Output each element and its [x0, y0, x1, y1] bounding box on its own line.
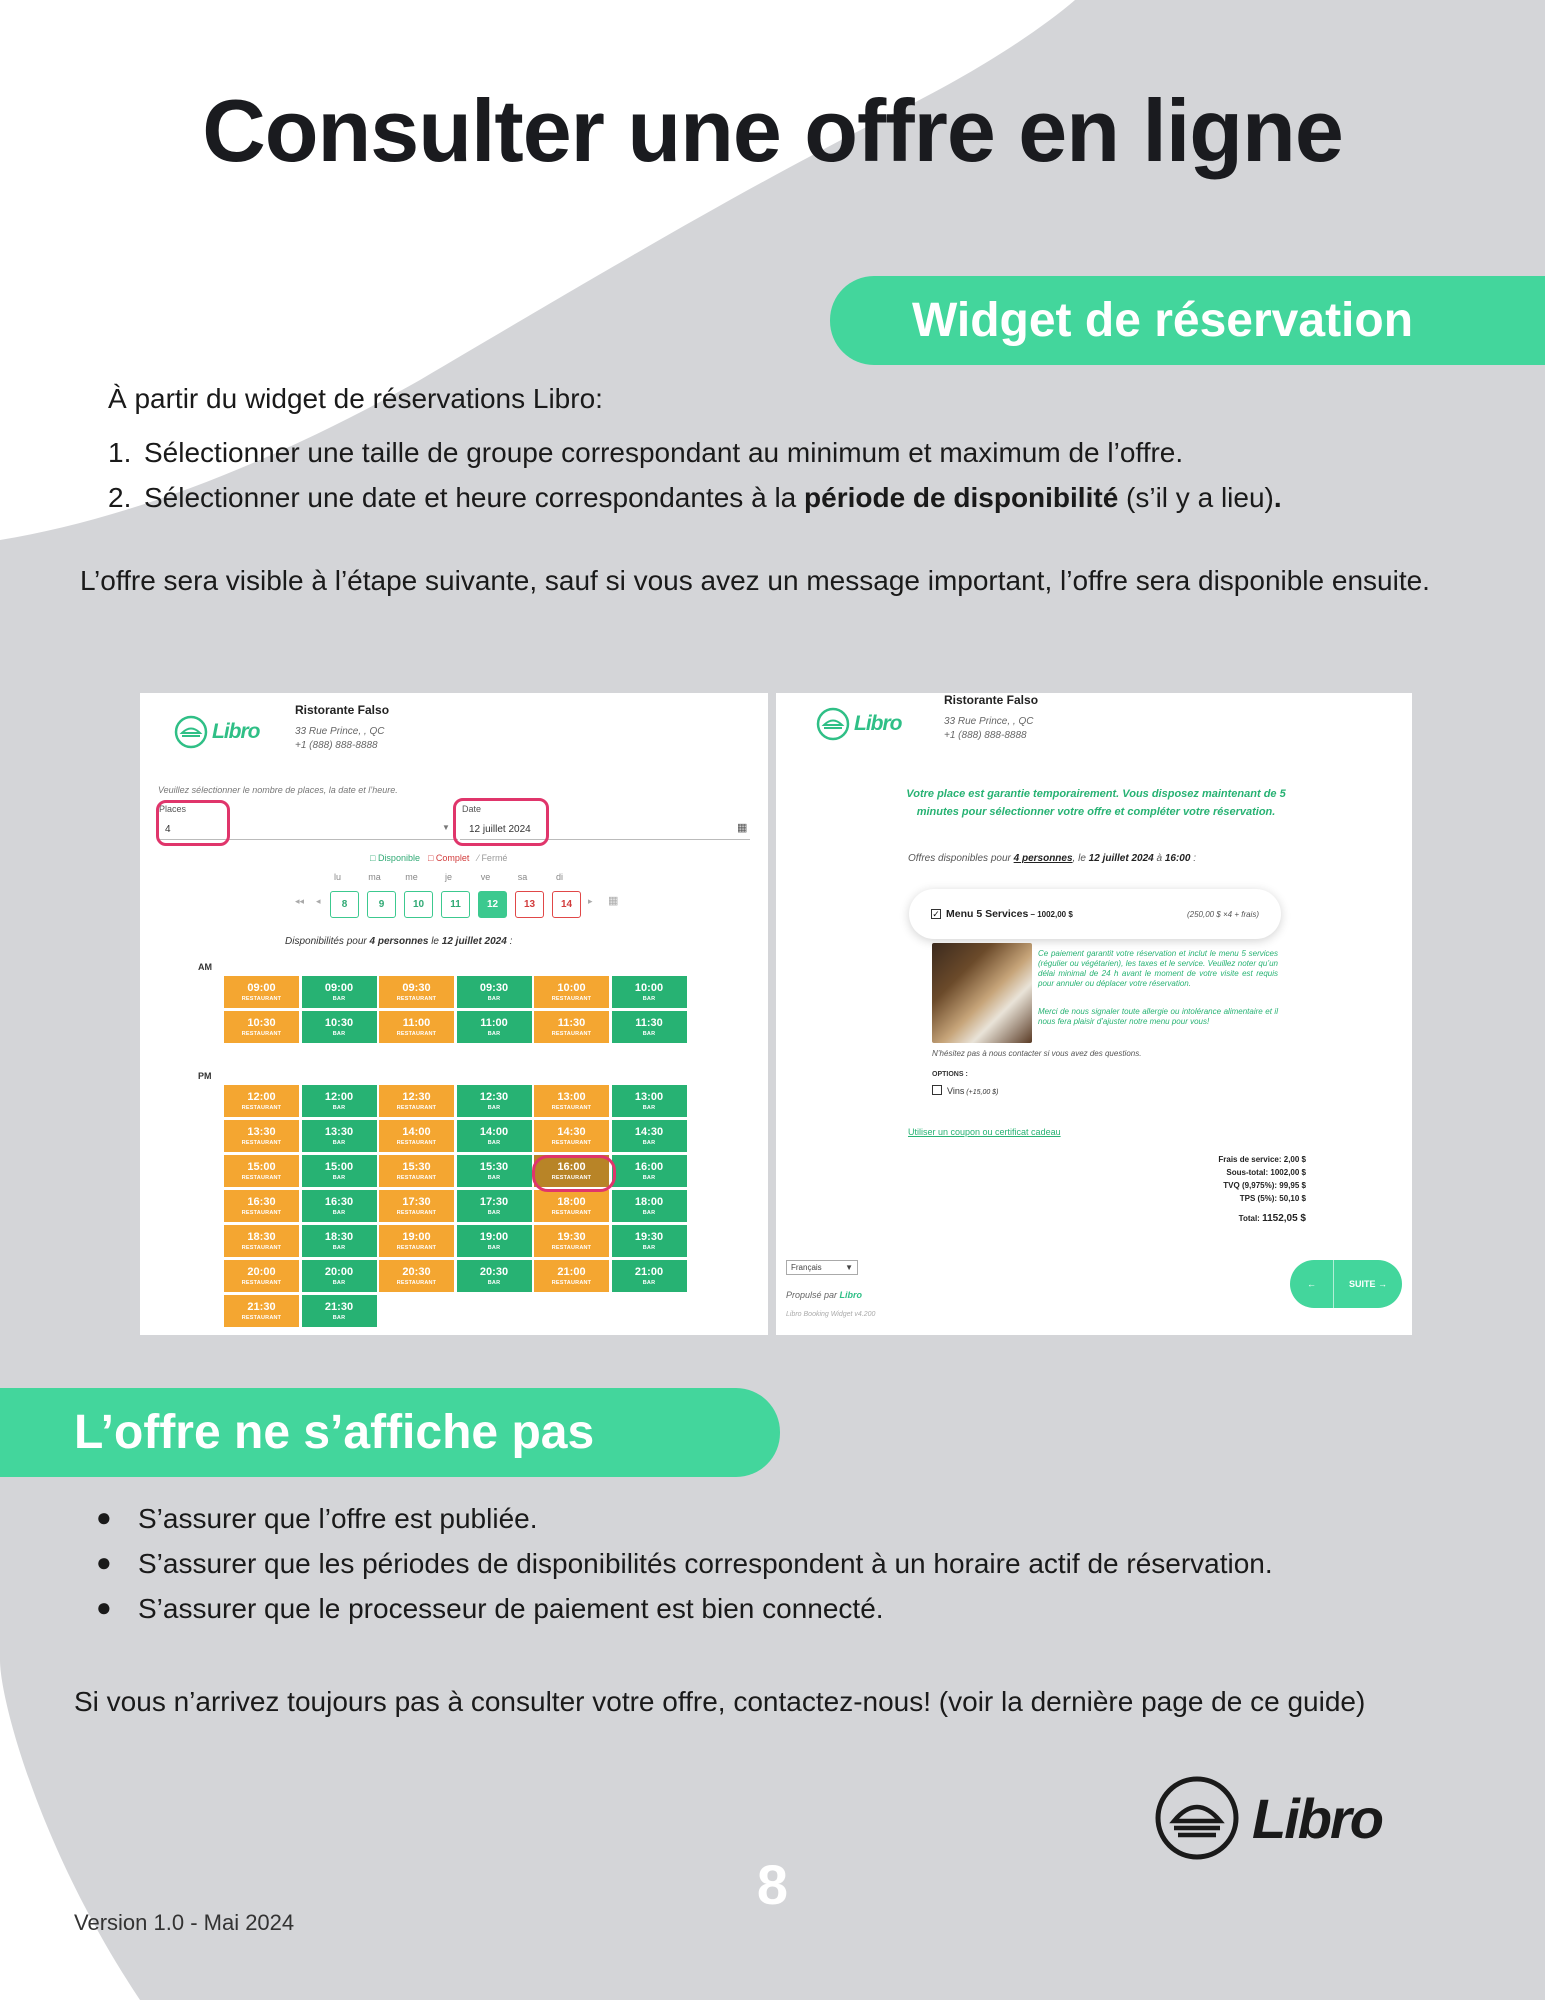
time-slot-button[interactable]: [224, 1190, 299, 1222]
time-slot-time: 14:00: [479, 1125, 509, 1138]
contact-note: N’hésitez pas à nous contacter si vous avez des questions.: [932, 1049, 1142, 1058]
offer-allergy-note: Merci de nous signaler toute allergie ou intolérance alimentaire et il nous fera plaisir d’ajuster notre menu pour vous!: [1038, 1007, 1278, 1026]
time-slot-time: 11:30: [557, 1016, 586, 1029]
time-slot-area: RESTAURANT: [241, 1279, 282, 1286]
next-button[interactable]: SUITE →: [1348, 1279, 1387, 1289]
date-button[interactable]: 10: [404, 891, 433, 918]
time-slot-button[interactable]: [612, 1011, 687, 1043]
step-text: [144, 477, 1282, 519]
language-value: Français: [791, 1263, 822, 1272]
time-slot-button[interactable]: [379, 1260, 454, 1292]
time-slot-time: 18:30: [247, 1230, 276, 1243]
time-slot-area: RESTAURANT: [241, 1139, 282, 1146]
time-slot-time: 09:30: [479, 981, 509, 994]
time-slot-area: BAR: [642, 1174, 656, 1181]
tax-tps: TPS (5%): 50,10 $: [1239, 1194, 1306, 1203]
restaurant-address: 33 Rue Prince, , QC: [944, 716, 1034, 727]
option-wine-price: (+15,00 $): [964, 1089, 999, 1096]
time-slot-button[interactable]: [224, 976, 299, 1008]
time-slot-time: 21:30: [324, 1300, 354, 1313]
offers-line: [908, 853, 1196, 864]
time-slot-time: 17:30: [479, 1195, 509, 1208]
time-slot-time: 18:00: [557, 1195, 586, 1208]
time-slot-button[interactable]: [534, 976, 609, 1008]
time-slot-area: RESTAURANT: [396, 1139, 437, 1146]
time-slot-button[interactable]: [534, 1225, 609, 1257]
time-slot-button[interactable]: [457, 1120, 532, 1152]
offers-text: :: [1190, 853, 1196, 864]
time-slot-button[interactable]: [302, 1085, 377, 1117]
version-label: Version 1.0 - Mai 2024: [74, 1910, 295, 1935]
time-slot-area: RESTAURANT: [396, 995, 437, 1002]
time-slot-area: RESTAURANT: [396, 1104, 437, 1111]
date-button[interactable]: 12: [478, 891, 507, 918]
time-slot-area: BAR: [487, 1139, 501, 1146]
time-slot-button[interactable]: [302, 1011, 377, 1043]
list-item-text: S’assurer que le processeur de paiement est bien connecté.: [138, 1593, 884, 1624]
legend-available: □ Disponible: [370, 853, 420, 863]
screenshot-booking-widget: [140, 693, 768, 1335]
time-slot-time: 10:30: [324, 1016, 354, 1029]
time-slot-time: 12:00: [324, 1090, 354, 1103]
time-slot-button[interactable]: [224, 1011, 299, 1043]
time-slot-time: 10:00: [634, 981, 664, 994]
time-slot-time: 20:00: [324, 1265, 354, 1278]
service-fees: Frais de service: 2,00 $: [1218, 1155, 1306, 1164]
list-item-text: S’assurer que les périodes de disponibilités correspondent à un horaire actif de réservation.: [138, 1548, 1273, 1579]
time-slot-area: BAR: [332, 1209, 346, 1216]
time-slot-time: 13:30: [324, 1125, 354, 1138]
time-slot-area: RESTAURANT: [396, 1209, 437, 1216]
restaurant-phone: +1 (888) 888-8888: [295, 740, 378, 751]
list-item: [96, 1498, 1516, 1540]
offer-detail: (250,00 $ ×4 + frais): [1186, 909, 1259, 919]
time-slot-time: 20:30: [479, 1265, 509, 1278]
time-slot-time: 09:30: [402, 981, 431, 994]
bullet-icon: ●: [96, 1502, 112, 1532]
date-button[interactable]: 14: [552, 891, 581, 918]
widget-logo: [816, 707, 902, 741]
calendar-icon[interactable]: ▦: [737, 822, 748, 834]
time-slot-button[interactable]: [612, 1085, 687, 1117]
time-slot-time: 11:30: [635, 1016, 663, 1029]
time-slot-area: BAR: [487, 1244, 501, 1251]
offer-photo: [932, 943, 1032, 1043]
availability-text: le: [428, 936, 442, 947]
restaurant-address: 33 Rue Prince, , QC: [295, 726, 385, 737]
time-slot-area: BAR: [642, 1279, 656, 1286]
libro-logo-icon: [816, 707, 850, 741]
time-slot-area: BAR: [642, 1209, 656, 1216]
offers-text: Offres disponibles pour: [908, 853, 1014, 864]
availability-text: Disponibilités pour: [285, 936, 370, 947]
time-slot-area: RESTAURANT: [241, 995, 282, 1002]
libro-logo-icon: [174, 715, 208, 749]
offer-description: Ce paiement garantit votre réservation et inclut le menu 5 services (régulier ou végétarien), les taxes et le service. Veuillez noter qu’un délai minimal de 24 h avant le moment de votre visite est requis pour annuler ou déplacer votre réservation.: [1038, 949, 1278, 988]
date-button[interactable]: 8: [330, 891, 359, 918]
options-label: OPTIONS :: [932, 1071, 968, 1078]
time-slot-time: 19:00: [402, 1230, 431, 1243]
time-slot-area: BAR: [332, 1139, 346, 1146]
time-slot-time: 15:30: [402, 1160, 431, 1173]
time-slot-area: RESTAURANT: [551, 1174, 592, 1181]
time-slot-button[interactable]: [379, 1120, 454, 1152]
time-slot-time: 09:00: [324, 981, 354, 994]
time-slot-area: BAR: [332, 1104, 346, 1111]
time-slot-button[interactable]: [534, 1011, 609, 1043]
time-slot-time: 21:00: [634, 1265, 664, 1278]
time-slot-button[interactable]: [457, 1011, 532, 1043]
offer-name: [946, 908, 1073, 920]
time-slot-area: RESTAURANT: [241, 1244, 282, 1251]
time-slot-time: 10:00: [557, 981, 586, 994]
time-slot-area: BAR: [332, 1030, 346, 1037]
time-slot-time: 18:30: [324, 1230, 354, 1243]
time-slot-button[interactable]: [379, 1085, 454, 1117]
time-slot-time: 14:30: [557, 1125, 586, 1138]
checkbox-icon[interactable]: [932, 1085, 942, 1095]
time-slot-area: RESTAURANT: [551, 1139, 592, 1146]
section-heading-text: Widget de réservation: [912, 294, 1414, 347]
time-slot-time: 16:00: [557, 1160, 586, 1173]
offer-title: Menu 5 Services: [946, 908, 1029, 920]
section-heading-text: L’offre ne s’affiche pas: [74, 1406, 595, 1459]
time-slot-button[interactable]: [534, 1085, 609, 1117]
restaurant-name: Ristorante Falso: [944, 693, 1039, 707]
time-slot-button[interactable]: [457, 1260, 532, 1292]
time-slot-button[interactable]: [457, 1225, 532, 1257]
time-slot-button[interactable]: [534, 1120, 609, 1152]
chevron-down-icon[interactable]: ▼: [442, 823, 450, 832]
step-text-bold-end: .: [1273, 482, 1282, 513]
widget-logo-text: Libro: [212, 720, 260, 743]
time-slot-time: 14:30: [634, 1125, 664, 1138]
availability-line: [285, 936, 512, 947]
back-button[interactable]: ←: [1290, 1260, 1334, 1308]
date-input[interactable]: 12 juillet 2024: [469, 824, 531, 835]
legend-available-label: Disponible: [377, 853, 420, 863]
language-select[interactable]: [786, 1260, 858, 1275]
time-slot-button[interactable]: [302, 976, 377, 1008]
chevron-right-icon[interactable]: ▸: [588, 896, 593, 906]
offer-card[interactable]: [909, 889, 1281, 939]
option-wine-label: Vins: [947, 1086, 965, 1096]
time-slot-time: 14:00: [402, 1125, 431, 1138]
widget-version: Libro Booking Widget v4.200: [786, 1311, 876, 1318]
time-slot-area: BAR: [332, 1244, 346, 1251]
widget-logo: [174, 715, 260, 749]
time-slot-time: 12:30: [402, 1090, 431, 1103]
places-select[interactable]: 4: [165, 824, 171, 835]
chevron-left-icon[interactable]: ◂: [316, 896, 321, 906]
chevron-down-icon: ▼: [845, 1263, 853, 1272]
weekday: me: [405, 872, 418, 882]
time-slot-area: RESTAURANT: [241, 1209, 282, 1216]
grand-total: [1106, 1213, 1306, 1224]
time-slot-time: 20:00: [247, 1265, 276, 1278]
time-slot-time: 21:30: [247, 1300, 276, 1313]
time-slot-area: RESTAURANT: [551, 1244, 592, 1251]
time-slot-button[interactable]: [224, 1155, 299, 1187]
weekday-row: [319, 872, 578, 882]
time-slot-button[interactable]: [534, 1190, 609, 1222]
time-slot-area: RESTAURANT: [551, 1279, 592, 1286]
time-slot-time: 19:30: [634, 1230, 664, 1243]
time-slot-area: RESTAURANT: [241, 1174, 282, 1181]
time-slot-button[interactable]: [224, 1260, 299, 1292]
total-value: 1152,05 $: [1262, 1213, 1306, 1224]
am-label: AM: [198, 962, 212, 972]
weekday: di: [555, 872, 563, 882]
time-slot-area: BAR: [642, 1030, 656, 1037]
time-slot-area: RESTAURANT: [241, 1314, 282, 1321]
time-slot-button[interactable]: [302, 1120, 377, 1152]
list-item: [96, 1543, 1516, 1585]
legend-full: □ Complet: [427, 853, 470, 863]
bullet-icon: ●: [96, 1592, 112, 1622]
time-slot-time: 16:00: [634, 1160, 664, 1173]
time-slot-time: 15:30: [479, 1160, 509, 1173]
highlight-ring-date: [453, 798, 549, 846]
time-slot-button[interactable]: [379, 1011, 454, 1043]
step-item: [108, 432, 1528, 474]
offers-date: 12 juillet 2024: [1088, 853, 1154, 864]
time-slot-button[interactable]: [302, 1260, 377, 1292]
time-slot-time: 19:30: [557, 1230, 586, 1243]
widget-logo-text: Libro: [854, 712, 902, 735]
list-item: [96, 1588, 1516, 1630]
time-slot-time: 10:30: [247, 1016, 276, 1029]
legend-closed-label: Fermé: [481, 853, 508, 863]
places-label: Places: [159, 804, 187, 814]
subtotal: Sous-total: 1002,00 $: [1226, 1168, 1306, 1177]
time-slot-time: 20:30: [402, 1265, 431, 1278]
time-slot-area: RESTAURANT: [551, 995, 592, 1002]
time-slot-button[interactable]: [457, 976, 532, 1008]
time-slot-button[interactable]: [612, 976, 687, 1008]
time-slot-button[interactable]: [379, 1225, 454, 1257]
time-slot-button[interactable]: [612, 1155, 687, 1187]
total-label: Total:: [1238, 1214, 1263, 1223]
weekday: je: [444, 872, 452, 882]
pm-label: PM: [198, 1071, 212, 1081]
time-slot-area: BAR: [642, 1104, 656, 1111]
time-slot-area: BAR: [332, 1174, 346, 1181]
libro-logo-icon: [1154, 1775, 1240, 1861]
legend-full-label: Complet: [435, 853, 470, 863]
offers-people: 4 personnes: [1013, 853, 1073, 864]
time-slot-time: 12:00: [247, 1090, 276, 1103]
time-slot-area: BAR: [332, 1279, 346, 1286]
time-slot-button[interactable]: [224, 1085, 299, 1117]
time-slot-area: BAR: [642, 1139, 656, 1146]
double-chevron-left-icon[interactable]: ◂◂: [295, 896, 305, 906]
availability-text: :: [506, 936, 513, 947]
time-slot-time: 21:00: [557, 1265, 586, 1278]
date-button[interactable]: 11: [441, 891, 470, 918]
time-slot-time: 11:00: [402, 1016, 431, 1029]
time-slot-area: RESTAURANT: [551, 1030, 592, 1037]
time-slot-area: BAR: [487, 1209, 501, 1216]
time-slot-button[interactable]: [534, 1260, 609, 1292]
time-slot-area: RESTAURANT: [396, 1244, 437, 1251]
time-slot-area: RESTAURANT: [396, 1279, 437, 1286]
date-label: Date: [462, 804, 482, 814]
date-button[interactable]: 13: [515, 891, 544, 918]
time-slot-button[interactable]: [457, 1155, 532, 1187]
step-text: Sélectionner une taille de groupe correspondant au minimum et maximum de l’offre.: [144, 437, 1184, 468]
time-slot-area: RESTAURANT: [241, 1104, 282, 1111]
step-text-part: (s’il y a lieu): [1118, 482, 1274, 513]
bullet-icon: ●: [96, 1547, 112, 1577]
date-button[interactable]: 9: [367, 891, 396, 918]
time-slot-area: BAR: [642, 995, 656, 1002]
restaurant-name: Ristorante Falso: [295, 703, 390, 717]
availability-date: 12 juillet 2024: [441, 936, 507, 947]
offers-text: à: [1153, 853, 1165, 864]
legend: [370, 853, 507, 863]
time-slot-area: BAR: [487, 1104, 501, 1111]
offers-time: 16:00: [1164, 853, 1191, 864]
step-number: 2.: [108, 482, 132, 513]
availability-people: 4 personnes: [369, 936, 429, 947]
time-slot-area: BAR: [487, 1174, 501, 1181]
time-slot-time: 13:30: [247, 1125, 276, 1138]
time-slot-button[interactable]: [302, 1155, 377, 1187]
time-slot-time: 15:00: [324, 1160, 354, 1173]
paragraph-offer-visible: L’offre sera visible à l’étape suivante, sauf si vous avez un message important, l’offre sera disponible ensuite.: [80, 565, 1430, 596]
weekday: ma: [368, 872, 381, 882]
time-slot-time: 12:30: [479, 1090, 509, 1103]
tax-tvq: TVQ (9,975%): 99,95 $: [1223, 1181, 1306, 1190]
troubleshoot-list: [96, 1498, 1516, 1633]
weekday: lu: [333, 872, 341, 882]
step-item: [108, 477, 1528, 519]
time-slot-time: 19:00: [479, 1230, 509, 1243]
powered-text: Propulsé par: [786, 1290, 840, 1300]
page-title: Consulter une offre en ligne: [202, 81, 1343, 180]
step-text-bold: période de disponibilité: [804, 482, 1119, 513]
time-slot-area: BAR: [487, 1030, 501, 1037]
brand-wordmark: Libro: [1252, 1786, 1382, 1850]
time-slot-button[interactable]: [612, 1260, 687, 1292]
time-slot-time: 17:30: [402, 1195, 431, 1208]
time-slot-button[interactable]: [612, 1225, 687, 1257]
time-slot-button[interactable]: [612, 1120, 687, 1152]
time-slot-button[interactable]: [302, 1190, 377, 1222]
highlight-ring-slot: [532, 1155, 616, 1192]
highlight-ring-places: [156, 800, 230, 846]
time-slot-time: 13:00: [557, 1090, 586, 1103]
time-slot-area: BAR: [332, 995, 346, 1002]
time-slot-button[interactable]: [379, 1155, 454, 1187]
option-wine[interactable]: [932, 1085, 998, 1096]
time-slot-area: RESTAURANT: [551, 1209, 592, 1216]
time-slot-time: 11:00: [480, 1016, 508, 1029]
time-slot-button[interactable]: [457, 1085, 532, 1117]
time-slot-button[interactable]: [224, 1225, 299, 1257]
time-slot-area: BAR: [642, 1244, 656, 1251]
weekday: sa: [517, 872, 528, 882]
time-slot-button[interactable]: [302, 1225, 377, 1257]
checkbox-checked-icon[interactable]: ✓: [932, 909, 940, 919]
time-slot-time: 18:00: [634, 1195, 664, 1208]
time-slot-area: RESTAURANT: [396, 1174, 437, 1181]
time-slot-area: RESTAURANT: [551, 1104, 592, 1111]
time-slot-time: 16:30: [247, 1195, 276, 1208]
time-slot-button[interactable]: [224, 1295, 299, 1327]
time-slot-area: RESTAURANT: [396, 1030, 437, 1037]
step-text-part: Sélectionner une date et heure correspondantes à la: [144, 482, 805, 513]
steps-list: [108, 432, 1528, 522]
intro-text: À partir du widget de réservations Libro:: [108, 383, 603, 414]
time-slot-area: BAR: [332, 1314, 346, 1321]
calendar-jump-icon[interactable]: ▦: [608, 895, 619, 907]
time-slot-button[interactable]: [379, 976, 454, 1008]
list-item-text: S’assurer que l’offre est publiée.: [138, 1503, 538, 1534]
time-slot-area: BAR: [487, 1279, 501, 1286]
screenshot-offer-selection: [776, 693, 1412, 1335]
weekday: ve: [480, 872, 491, 882]
time-slot-button[interactable]: [302, 1295, 377, 1327]
nav-buttons: [1290, 1260, 1402, 1308]
coupon-link[interactable]: Utiliser un coupon ou certificat cadeau: [908, 1127, 1061, 1137]
time-slot-time: 09:00: [247, 981, 276, 994]
restaurant-phone: +1 (888) 888-8888: [944, 730, 1027, 741]
step-number: 1.: [108, 437, 132, 468]
legend-closed: ⁄ Fermé: [477, 853, 508, 863]
time-slot-area: RESTAURANT: [241, 1030, 282, 1037]
page-number: 8: [756, 1853, 789, 1916]
paragraph-contact: Si vous n’arrivez toujours pas à consulter votre offre, contactez-nous! (voir la dernière page de ce guide): [74, 1686, 1366, 1717]
time-slot-button[interactable]: [457, 1190, 532, 1222]
section-heading-troubleshoot: [0, 1388, 780, 1477]
powered-by: [786, 1290, 862, 1300]
time-slot-button[interactable]: [379, 1190, 454, 1222]
time-slot-time: 16:30: [324, 1195, 354, 1208]
time-slot-button[interactable]: [612, 1190, 687, 1222]
offers-text: , le: [1072, 853, 1089, 864]
section-heading-widget: [830, 276, 1545, 365]
time-slot-button[interactable]: [224, 1120, 299, 1152]
offer-total: – 1002,00 $: [1028, 910, 1073, 919]
time-slot-time: 13:00: [634, 1090, 664, 1103]
time-slot-area: BAR: [487, 995, 501, 1002]
powered-brand: Libro: [839, 1290, 863, 1300]
totals-block: [1106, 1153, 1306, 1205]
widget-hint: Veuillez sélectionner le nombre de places, la date et l’heure.: [158, 785, 398, 795]
guarantee-message: Votre place est garantie temporairement. Vous disposez maintenant de 5 minutes pour sélectionner votre offre et compléter votre réservation.: [906, 788, 1286, 818]
time-slot-time: 15:00: [247, 1160, 276, 1173]
